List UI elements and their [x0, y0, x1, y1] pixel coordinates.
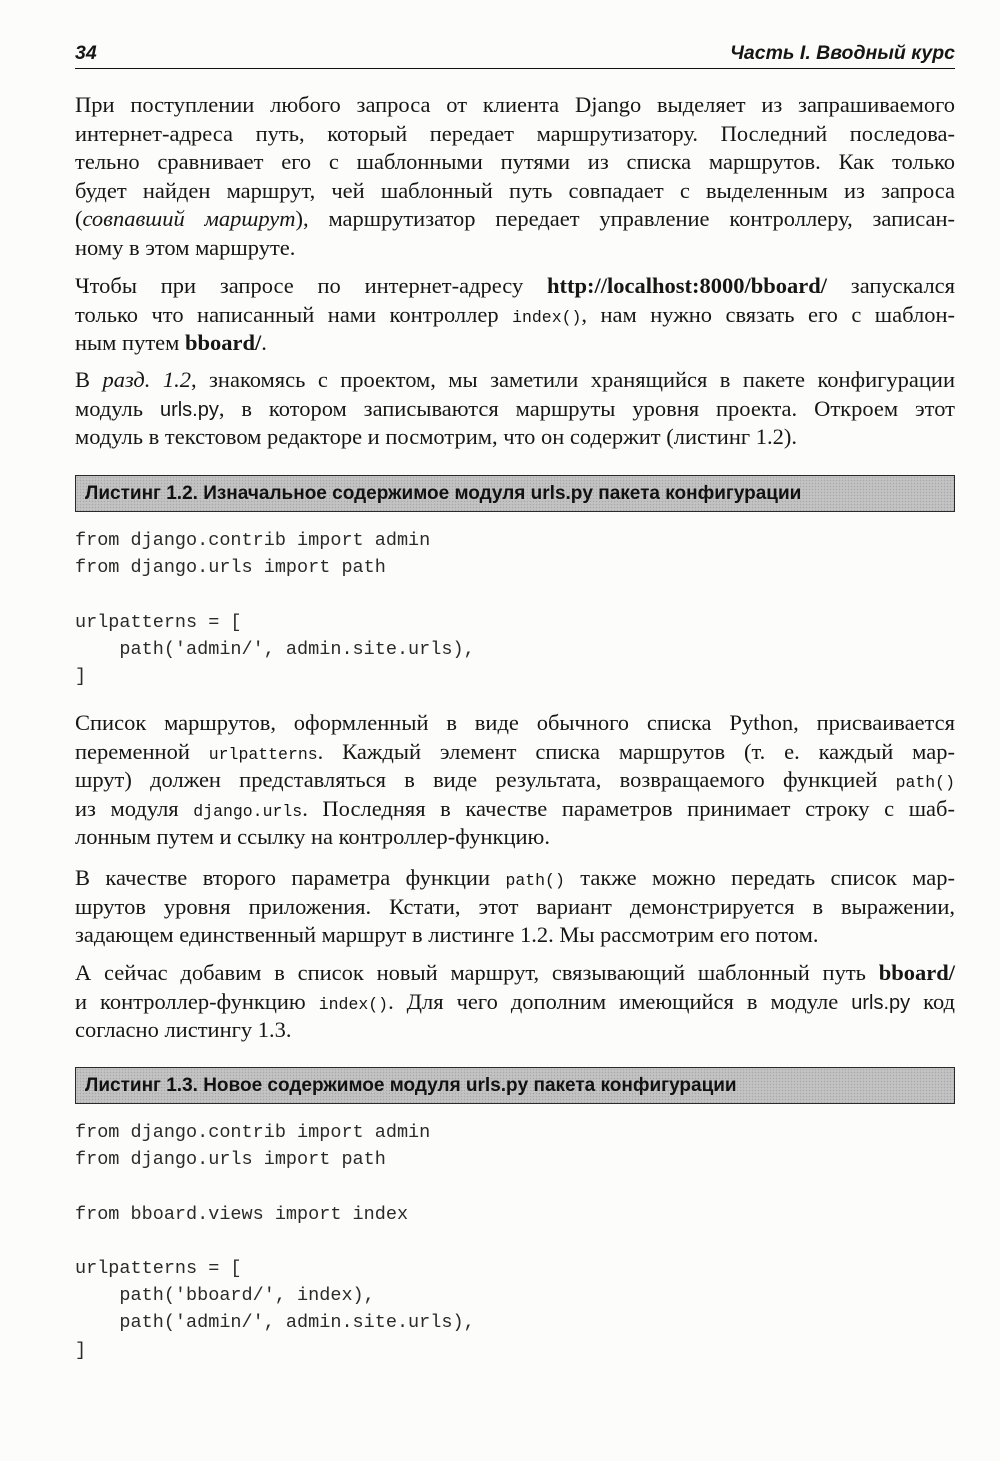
bold-term: bboard/	[185, 330, 262, 356]
text-run: согласно листингу 1.3.	[75, 1017, 292, 1043]
text-line	[75, 988, 955, 1017]
text-run: , нам нужно связать его с шаблон-	[581, 301, 956, 327]
code-line: ]	[75, 665, 87, 687]
header-rule	[75, 68, 955, 69]
text-run: Список маршрутов, оформленный в виде обычного списка Python, присваивается	[75, 710, 955, 735]
code-line: path('admin/', admin.site.urls),	[75, 638, 475, 660]
text-line	[75, 329, 955, 358]
text-run: из модуля	[75, 795, 194, 821]
inline-code: path()	[505, 871, 565, 890]
inline-code: urlpatterns	[208, 744, 318, 764]
text-run: В качестве второго параметра функции	[75, 865, 506, 890]
text-line	[75, 272, 955, 301]
code-line: from django.contrib import admin	[75, 530, 431, 551]
text-run: переменной	[75, 738, 209, 764]
text-line	[75, 177, 955, 206]
text-run: А сейчас добавим в список новый маршрут, связывающий шаблонный путь	[75, 960, 879, 985]
code-line: urlpatterns = [	[75, 1257, 242, 1279]
paragraph	[75, 366, 955, 452]
text-run: . Каждый элемент списка маршрутов (т. е. каждый мар-	[317, 738, 956, 764]
code-line: from django.urls import path	[75, 557, 386, 579]
text-line	[75, 823, 955, 852]
text-run: шрут) должен представляться в виде результата, возвращаемого функцией	[75, 767, 896, 793]
text-line	[75, 893, 955, 922]
code-line: path('admin/', admin.site.urls),	[75, 1312, 475, 1334]
inline-code: django.urls	[193, 801, 303, 821]
text-run: и контроллер-функцию	[75, 988, 319, 1014]
text-line	[75, 91, 955, 120]
italic-term: разд. 1.2	[102, 367, 191, 392]
code-line	[75, 1173, 955, 1200]
text-run: будет найден маршрут, чей шаблонный путь совпадает с выделенным из запроса	[75, 177, 955, 203]
text-run: , в котором записываются маршруты уровня проекта. Откроем этот	[218, 395, 955, 421]
code-line: urlpatterns = [	[75, 611, 242, 633]
listing-caption	[75, 475, 955, 512]
text-run: Чтобы при запросе по интернет-адресу	[75, 273, 548, 298]
file-name: urls.py	[851, 991, 911, 1014]
file-name: urls.py	[159, 398, 219, 421]
text-run: . Для чего дополним имеющийся в модуле	[388, 988, 852, 1014]
text-run: тельно сравнивает его с шаблонными путями из списка маршрутов. Как только	[75, 149, 955, 175]
text-line	[75, 864, 955, 893]
text-run: .	[261, 330, 267, 356]
text-line	[75, 205, 955, 234]
listing-caption	[75, 1067, 955, 1104]
paragraph	[75, 91, 955, 263]
code-line: ]	[75, 1339, 87, 1361]
text-run: шрутов уровня приложения. Кстати, этот вариант демонстрируется в выражении,	[75, 893, 955, 919]
text-run: ному в этом маршруте.	[75, 234, 296, 260]
text-line	[75, 709, 955, 738]
text-line	[75, 423, 955, 452]
text-line	[75, 301, 955, 330]
text-run: интернет-адреса путь, который передает маршрутизатору. Последний последова-	[75, 120, 955, 146]
code-line	[75, 581, 955, 608]
text-line	[75, 234, 955, 263]
text-line	[75, 148, 955, 177]
code-line: from django.urls import path	[75, 1149, 386, 1171]
text-line	[75, 921, 955, 950]
text-line	[75, 959, 955, 988]
bold-term: http://localhost:8000/bboard/	[547, 273, 828, 298]
code-line	[75, 1228, 955, 1255]
text-line	[75, 738, 955, 767]
text-run: В	[75, 367, 103, 392]
text-line	[75, 395, 955, 424]
inline-code: index()	[512, 307, 582, 327]
inline-code: path()	[895, 773, 955, 793]
text-run: код	[910, 988, 956, 1014]
text-run: (	[75, 206, 83, 232]
listing-caption-text: Листинг 1.2. Изначальное содержимое модуля urls.py пакета конфигурации	[85, 483, 802, 504]
text-run: задающем единственный маршрут в листинге 1.2. Мы рассмотрим его потом.	[75, 922, 819, 948]
bold-term: bboard/	[878, 960, 955, 985]
code-listing	[75, 527, 955, 690]
text-run: запускался	[827, 273, 956, 298]
text-run: модуль в текстовом редакторе и посмотрим, что он содержит (листинг 1.2).	[75, 424, 797, 450]
text-run: модуль	[75, 395, 160, 421]
code-line: from bboard.views import index	[75, 1203, 409, 1225]
code-listing	[75, 1119, 955, 1364]
text-line	[75, 120, 955, 149]
text-run: ным путем	[75, 330, 185, 356]
italic-term: совпавший маршрут	[82, 206, 296, 232]
paragraph	[75, 709, 955, 852]
code-line: path('bboard/', index),	[75, 1285, 375, 1307]
inline-code: index()	[318, 994, 389, 1014]
code-line: from django.contrib import admin	[75, 1122, 431, 1143]
text-run: также можно передать список мар-	[564, 865, 955, 890]
page-number: 34	[75, 42, 97, 64]
running-title: Часть I. Вводный курс	[730, 42, 955, 64]
text-line	[75, 795, 955, 824]
text-run: . Последняя в качестве параметров принимает строку с шаб-	[302, 795, 955, 821]
text-line	[75, 766, 955, 795]
text-line	[75, 366, 955, 395]
listing-caption-text: Листинг 1.3. Новое содержимое модуля urls.py пакета конфигурации	[85, 1075, 737, 1096]
text-run: лонным путем и ссылку на контроллер-функцию.	[75, 824, 550, 850]
paragraph	[75, 272, 955, 358]
paragraph	[75, 864, 955, 950]
paragraph	[75, 959, 955, 1045]
text-run: только что написанный нами контроллер	[75, 301, 513, 327]
text-run: ), маршрутизатор передает управление контроллеру, записан-	[295, 206, 955, 232]
text-run: При поступлении любого запроса от клиента Django выделяет из запрашиваемого	[75, 92, 955, 117]
text-line	[75, 1016, 955, 1045]
text-run: , знакомясь с проектом, мы заметили хранящийся в пакете конфигурации	[190, 367, 955, 392]
